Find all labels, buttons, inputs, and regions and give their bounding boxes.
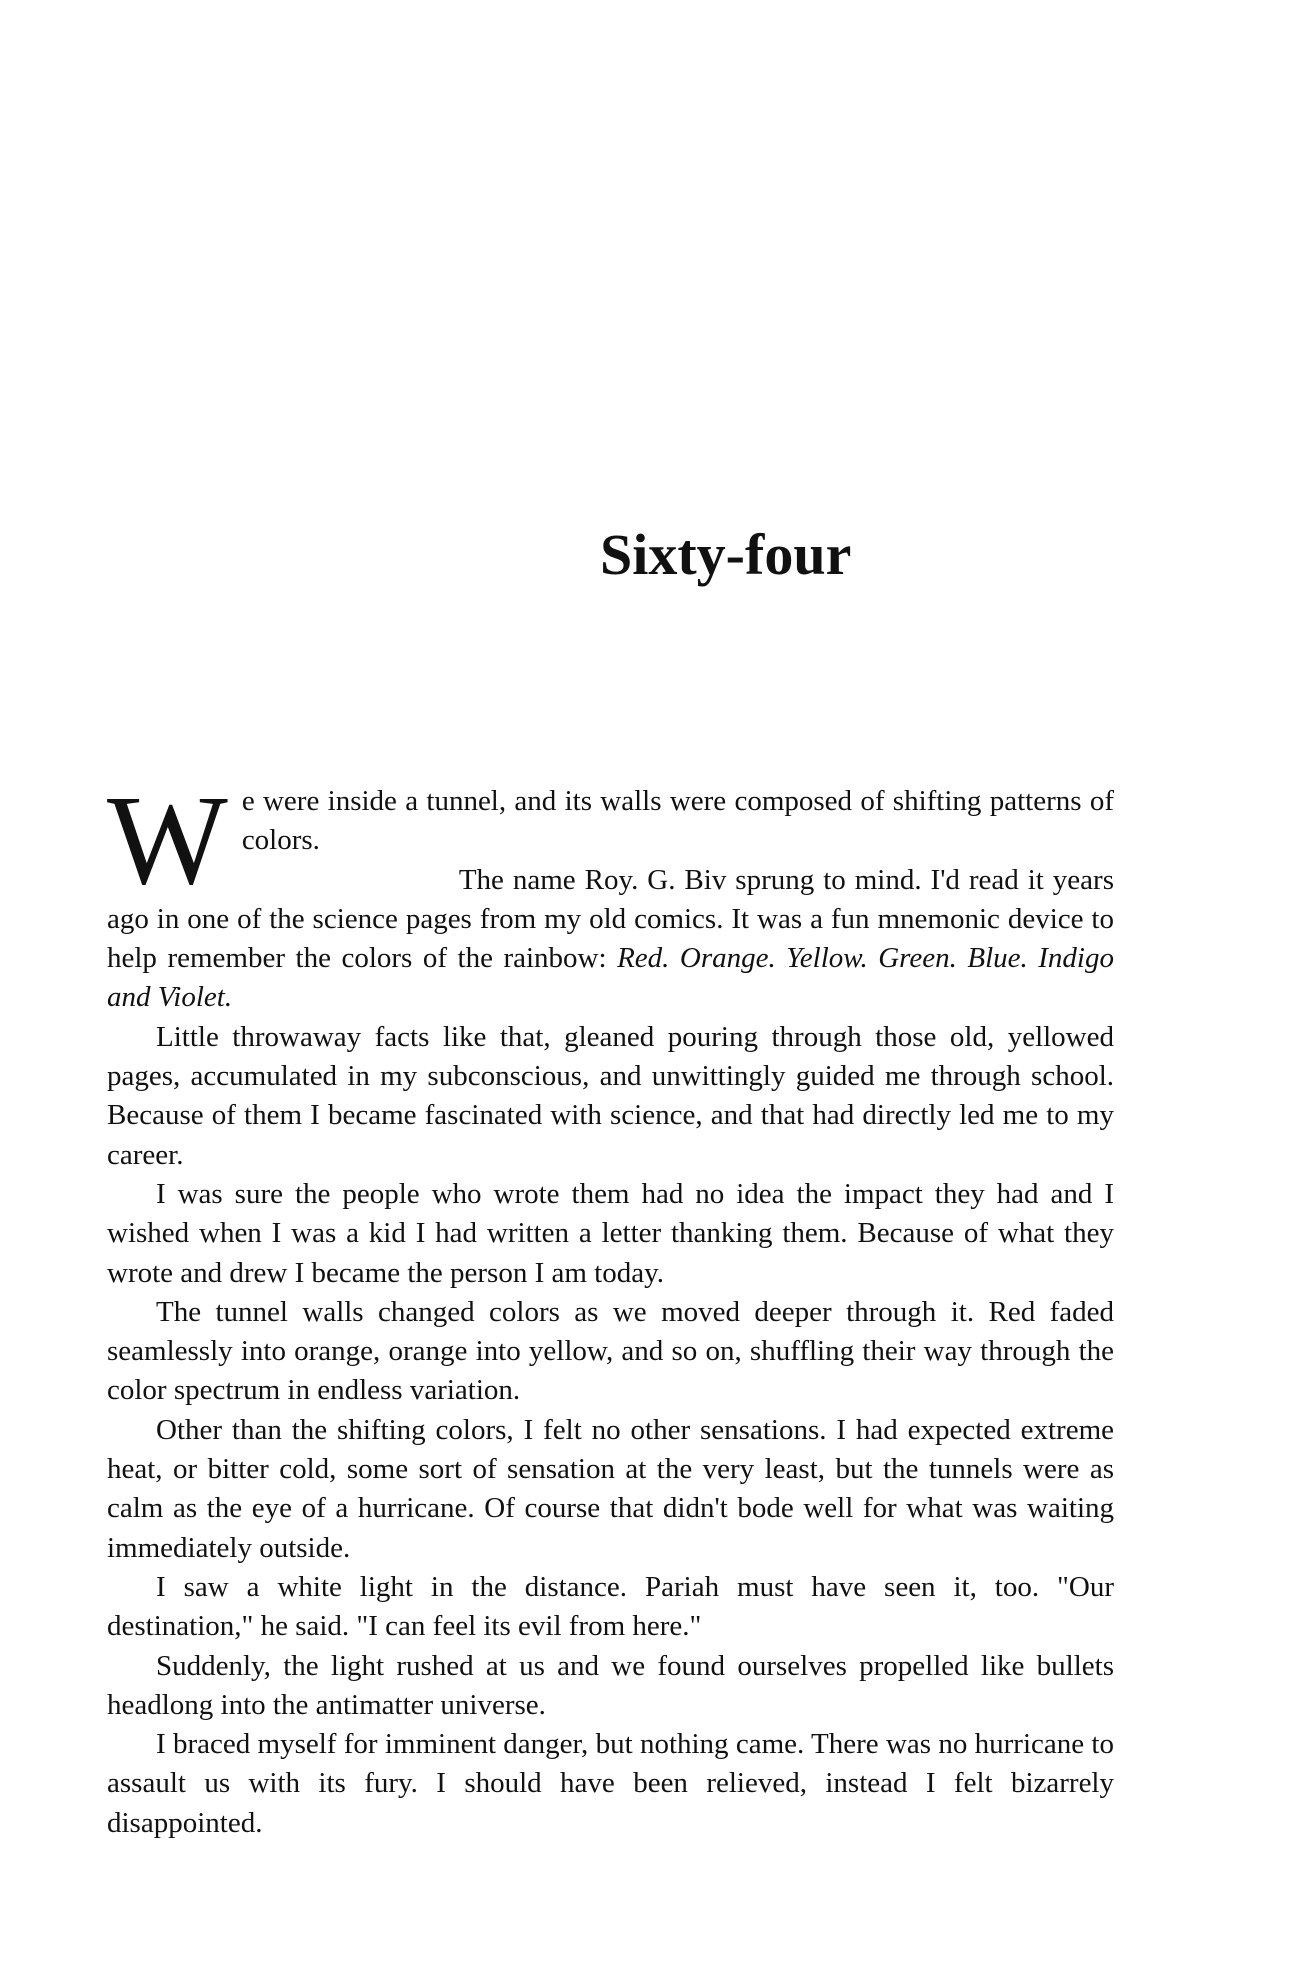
paragraph-3: Little throwaway facts like that, gleaned pouring through those old, yellowed pages, accumulated in my subconscious, and unwittingly guided me through school. Because of them I became fascinated with science, and that had directly led me to my career.	[107, 1020, 1114, 1171]
paragraph-5: The tunnel walls changed colors as we moved deeper through it. Red faded seamlessly into orange, orange into yellow, and so on, shuffling their way through the color spectrum in endless variation.	[107, 1295, 1114, 1407]
paragraph-9: I braced myself for imminent danger, but nothing came. There was no hurricane to assault us with its fury. I should have been relieved, instead I felt bizarrely disappointed.	[107, 1728, 1114, 1839]
paragraph-2	[107, 861, 1114, 1018]
paragraph-1	[107, 769, 1114, 911]
paragraph-8: Suddenly, the light rushed at us and we found ourselves propelled like bullets headlong into the antimatter universe.	[107, 1649, 1114, 1721]
paragraph-1-text: e were inside a tunnel, and its walls were composed of shifting patterns of colors.	[241, 785, 1114, 857]
paragraph-6: Other than the shifting colors, I felt no other sensations. I had expected extreme heat, or bitter cold, some sort of sensation at the very least, but the tunnels were as calm as the eye of a hurricane. Of course that didn't bode well for what was waiting immediately outside.	[107, 1413, 1114, 1564]
paragraph-2-text: The name Roy. G. Biv sprung to mind. I'd read it years ago in one of the science pages from my old comics. It was a fun mnemonic device to help remember the colors of the rainbow:	[107, 863, 1114, 975]
paragraph-4: I was sure the people who wrote them had no idea the impact they had and I wished when I was a kid I had written a letter thanking them. Because of what they wrote and drew I became the person I am today.	[107, 1177, 1114, 1289]
paragraph-7: I saw a white light in the distance. Pariah must have seen it, too. "Our destination," he said. "I can feel its evil from here."	[107, 1570, 1114, 1643]
drop-cap-letter: W	[107, 769, 228, 911]
rainbow-colors-italic: Red. Orange. Yellow. Green. Blue. Indigo and Violet.	[107, 942, 1114, 1014]
chapter-title: Sixty-four	[600, 522, 852, 587]
chapter-body	[107, 769, 1114, 1843]
